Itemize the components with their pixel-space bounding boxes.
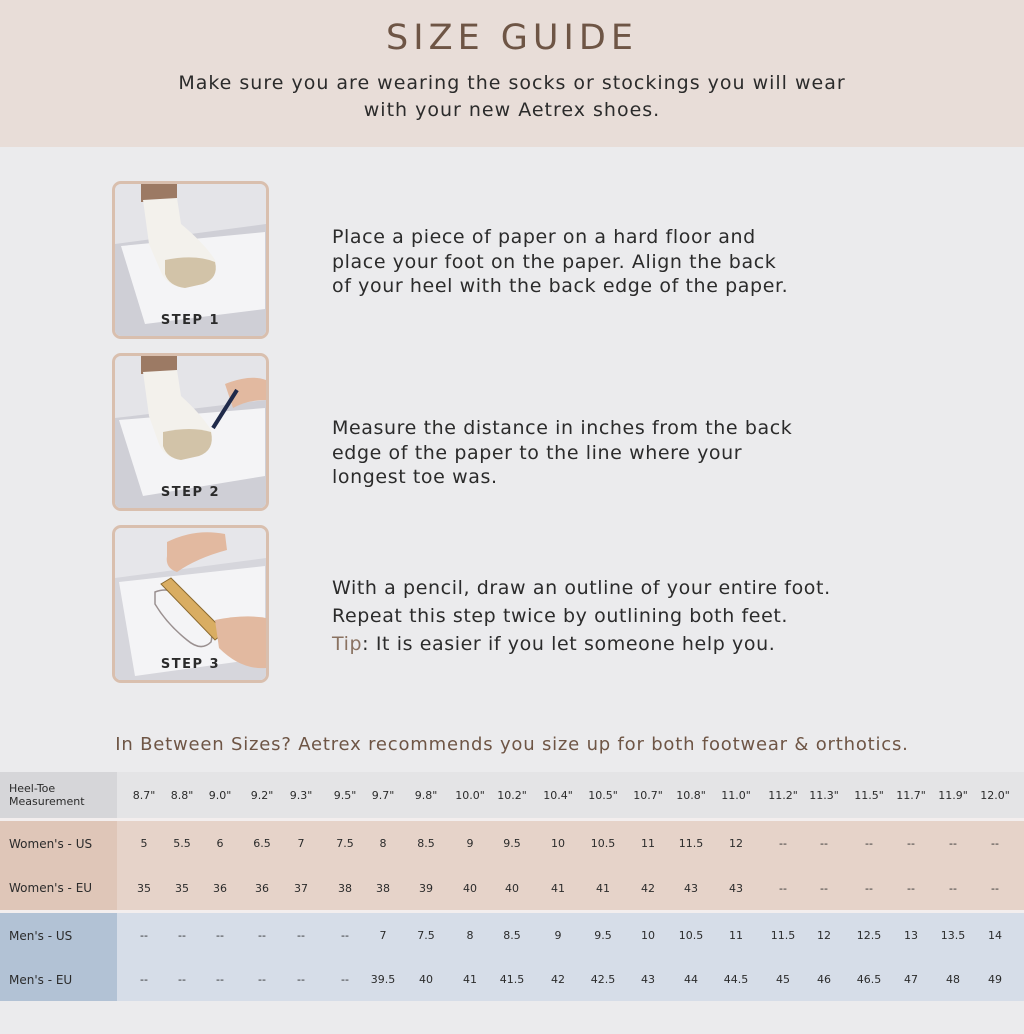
size-cell: 9 bbox=[466, 837, 474, 850]
step-1-line: Place a piece of paper on a hard floor and bbox=[332, 226, 756, 248]
size-cell: 49 bbox=[988, 973, 1002, 986]
step-2-line: Measure the distance in inches from the back bbox=[332, 417, 793, 439]
size-cell: 14 bbox=[988, 929, 1002, 942]
size-cell: 7.5 bbox=[417, 929, 435, 942]
table-row-womens-eu bbox=[0, 866, 1024, 910]
in-between-sizes-note: In Between Sizes? Aetrex recommends you size up for both footwear & orthotics. bbox=[115, 734, 909, 755]
size-cell: 13 bbox=[904, 929, 918, 942]
step-1-line: of your heel with the back edge of the paper. bbox=[332, 275, 789, 297]
step-3-image bbox=[112, 525, 269, 683]
size-cell: 12 bbox=[729, 837, 743, 850]
size-cell: -- bbox=[341, 973, 349, 986]
measurement-cell: 8.8" bbox=[170, 788, 194, 802]
measurement-cell: 10.7" bbox=[633, 788, 663, 802]
heel-toe-header-label bbox=[0, 772, 117, 818]
table-row-mens-us bbox=[0, 913, 1024, 958]
step-1-label: STEP 1 bbox=[160, 313, 221, 328]
size-cell: 42 bbox=[551, 973, 565, 986]
measurement-cell: 11.7" bbox=[896, 788, 926, 802]
size-cell: 9.5 bbox=[503, 837, 521, 850]
size-cell: 48 bbox=[946, 973, 960, 986]
row-label: Men's - US bbox=[0, 913, 117, 958]
size-cell: 41.5 bbox=[499, 973, 525, 986]
size-cell: 35 bbox=[175, 881, 189, 895]
row-label: Women's - EU bbox=[0, 866, 117, 910]
size-cell: 37 bbox=[294, 881, 308, 895]
size-cell: 39.5 bbox=[370, 973, 396, 986]
size-cell: -- bbox=[949, 881, 957, 895]
measurement-cell: 10.0" bbox=[455, 788, 485, 802]
size-cell: 8 bbox=[466, 929, 474, 942]
row-label: Men's - EU bbox=[0, 958, 117, 1001]
size-cell: 44 bbox=[684, 973, 698, 986]
size-cell: 38 bbox=[376, 881, 390, 895]
size-cell: 43 bbox=[684, 881, 698, 895]
measurement-cell: 10.2" bbox=[497, 788, 527, 802]
size-cell: 10.5 bbox=[590, 837, 616, 850]
measurement-cell: 10.5" bbox=[588, 788, 618, 802]
step-3-line: Repeat this step twice by outlining both feet. bbox=[332, 605, 789, 627]
size-cell: 6.5 bbox=[253, 837, 271, 850]
step-3-label: STEP 3 bbox=[160, 657, 221, 672]
size-cell: -- bbox=[820, 837, 828, 850]
size-cell: -- bbox=[140, 973, 148, 986]
size-cell: 12 bbox=[817, 929, 831, 942]
measurement-cell: 9.2" bbox=[250, 788, 274, 802]
size-cell: 7 bbox=[379, 929, 387, 942]
measurement-cell: 11.3" bbox=[809, 788, 839, 802]
step-2-label: STEP 2 bbox=[160, 485, 221, 500]
size-cell: 7.5 bbox=[336, 837, 354, 850]
size-cell: 10 bbox=[641, 929, 655, 942]
size-cell: 41 bbox=[463, 973, 477, 986]
step-1-text bbox=[332, 225, 892, 299]
size-cell: -- bbox=[865, 881, 873, 895]
size-cell: 8.5 bbox=[503, 929, 521, 942]
size-cell: 12.5 bbox=[856, 929, 882, 942]
size-cell: 40 bbox=[463, 881, 477, 895]
size-cell: -- bbox=[949, 837, 957, 850]
size-cell: 6 bbox=[216, 837, 224, 850]
row-label: Women's - US bbox=[0, 821, 117, 866]
measurement-cell: 9.0" bbox=[208, 788, 232, 802]
size-cell: -- bbox=[865, 837, 873, 850]
size-guide-header bbox=[0, 0, 1024, 147]
subtitle-line-1: Make sure you are wearing the socks or stockings you will wear bbox=[178, 72, 846, 94]
measurement-cell: 9.7" bbox=[371, 788, 395, 802]
size-cell: -- bbox=[216, 929, 224, 942]
table-row-mens-eu bbox=[0, 958, 1024, 1001]
size-cell: -- bbox=[297, 973, 305, 986]
size-cell: 7 bbox=[297, 837, 305, 850]
size-cell: 11.5 bbox=[770, 929, 796, 942]
size-cell: 40 bbox=[505, 881, 519, 895]
measurement-cell: 12.0" bbox=[980, 788, 1010, 802]
size-cell: 13.5 bbox=[940, 929, 966, 942]
size-cell: -- bbox=[258, 929, 266, 942]
size-cell: -- bbox=[991, 837, 999, 850]
size-cell: 47 bbox=[904, 973, 918, 986]
size-cell: -- bbox=[297, 929, 305, 942]
size-cell: 5 bbox=[140, 837, 148, 850]
measurement-cell: 11.2" bbox=[768, 788, 798, 802]
size-cell: 10.5 bbox=[678, 929, 704, 942]
size-cell: 41 bbox=[551, 881, 565, 895]
size-cell: -- bbox=[907, 837, 915, 850]
size-cell: 42 bbox=[641, 881, 655, 895]
measurement-cell: 10.8" bbox=[676, 788, 706, 802]
size-cell: 36 bbox=[213, 881, 227, 895]
step-1-image bbox=[112, 181, 269, 339]
step-3-text bbox=[332, 574, 892, 658]
size-cell: 8 bbox=[379, 837, 387, 850]
size-cell: 41 bbox=[596, 881, 610, 895]
heel-toe-header-line: Measurement bbox=[9, 795, 85, 808]
measurement-cell: 9.8" bbox=[414, 788, 438, 802]
size-cell: 39 bbox=[419, 881, 433, 895]
size-cell: 46.5 bbox=[856, 973, 882, 986]
size-cell: -- bbox=[178, 929, 186, 942]
measurement-cell: 10.4" bbox=[543, 788, 573, 802]
size-cell: 5.5 bbox=[173, 837, 191, 850]
size-cell: -- bbox=[216, 973, 224, 986]
measurement-cell: 8.7" bbox=[132, 788, 156, 802]
step-1-line: place your foot on the paper. Align the back bbox=[332, 250, 777, 273]
page-subtitle bbox=[0, 70, 1024, 124]
size-cell: 42.5 bbox=[590, 973, 616, 986]
size-cell: 45 bbox=[776, 973, 790, 986]
size-cell: -- bbox=[779, 881, 787, 895]
size-cell: -- bbox=[820, 881, 828, 895]
measurement-cell: 9.5" bbox=[333, 788, 357, 802]
size-cell: 44.5 bbox=[723, 973, 749, 986]
size-cell: -- bbox=[907, 881, 915, 895]
step-2-text bbox=[332, 416, 892, 490]
size-cell: -- bbox=[991, 881, 999, 895]
size-cell: -- bbox=[779, 837, 787, 850]
size-cell: 11 bbox=[729, 929, 743, 942]
size-cell: 9.5 bbox=[594, 929, 612, 942]
heel-toe-header-line: Heel-Toe bbox=[9, 782, 56, 795]
size-cell: 9 bbox=[554, 929, 562, 942]
size-cell: 46 bbox=[817, 973, 831, 986]
size-cell: -- bbox=[178, 973, 186, 986]
size-cell: 36 bbox=[255, 881, 269, 895]
size-cell: 8.5 bbox=[417, 837, 435, 850]
tip-text: : It is easier if you let someone help you. bbox=[362, 633, 776, 655]
size-cell: 43 bbox=[641, 973, 655, 986]
size-cell: -- bbox=[140, 929, 148, 942]
size-cell: 40 bbox=[419, 973, 433, 986]
measurement-cell: 11.5" bbox=[854, 788, 884, 802]
measurement-cell: 9.3" bbox=[289, 788, 313, 802]
step-3-tip bbox=[332, 630, 892, 658]
tip-label: Tip bbox=[332, 633, 363, 655]
step-2-image bbox=[112, 353, 269, 511]
table-row-womens-us bbox=[0, 821, 1024, 866]
step-3-line: With a pencil, draw an outline of your entire foot. bbox=[332, 577, 831, 599]
measurement-cell: 11.9" bbox=[938, 788, 968, 802]
size-cell: 38 bbox=[338, 881, 352, 895]
size-cell: 35 bbox=[137, 881, 151, 895]
measurement-cell: 11.0" bbox=[721, 788, 751, 802]
table-header-row bbox=[0, 772, 1024, 818]
size-cell: 11.5 bbox=[678, 837, 704, 850]
size-cell: 43 bbox=[729, 881, 743, 895]
page-title: SIZE GUIDE bbox=[386, 18, 638, 58]
size-cell: -- bbox=[258, 973, 266, 986]
subtitle-line-2: with your new Aetrex shoes. bbox=[363, 99, 661, 121]
step-2-line: edge of the paper to the line where your bbox=[332, 441, 743, 464]
step-2-line: longest toe was. bbox=[332, 466, 498, 488]
size-cell: 10 bbox=[551, 837, 565, 850]
size-cell: 11 bbox=[641, 837, 655, 850]
size-cell: -- bbox=[341, 929, 349, 942]
